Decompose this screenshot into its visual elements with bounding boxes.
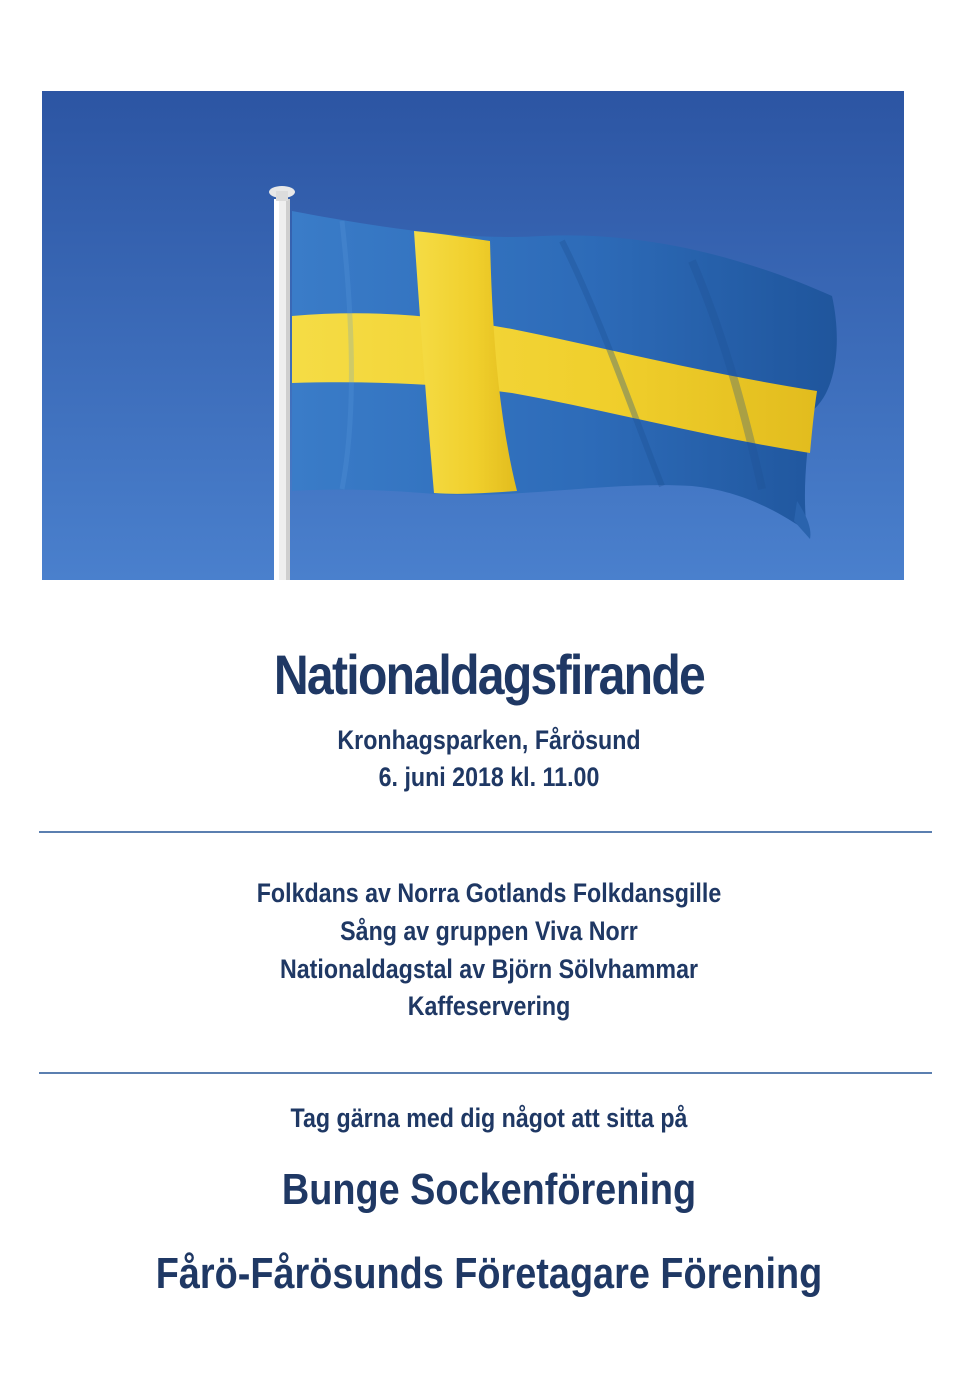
activity-item: Nationaldagstal av Björn Sölvhammar [279, 954, 699, 984]
organizer-name: Bunge Sockenförening [281, 1165, 697, 1214]
divider-bottom [39, 1072, 932, 1074]
event-location: Kronhagsparken, Fårösund [337, 725, 641, 755]
event-datetime: 6. juni 2018 kl. 11.00 [378, 762, 600, 792]
activity-item: Kaffeservering [407, 991, 571, 1021]
organizer-name: Fårö-Fårösunds Företagare Förening [155, 1249, 823, 1298]
activity-item: Sång av gruppen Viva Norr [340, 916, 638, 946]
swedish-flag-photo [42, 91, 904, 580]
divider-top [39, 831, 932, 833]
poster-title: Nationaldagsfirande [273, 643, 705, 706]
activity-item: Folkdans av Norra Gotlands Folkdansgille [256, 878, 722, 908]
seating-note: Tag gärna med dig något att sitta på [290, 1103, 688, 1133]
